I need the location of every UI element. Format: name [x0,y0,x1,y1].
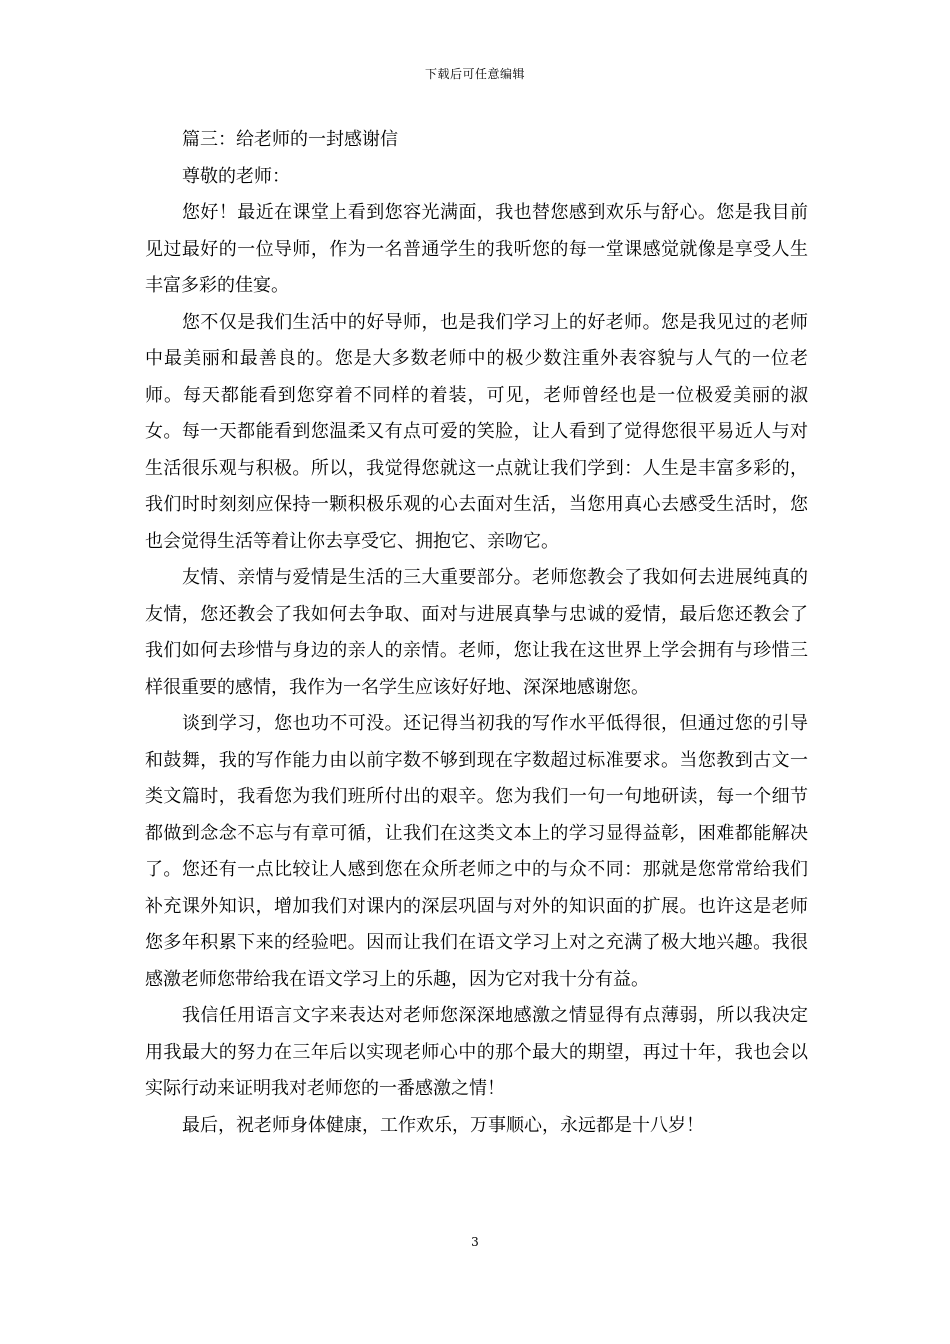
paragraph: 您不仅是我们生活中的好导师，也是我们学习上的好老师。您是我见过的老师中最美丽和最善良的。您是大多数老师中的极少数注重外表容貌与人气的一位老师。每天都能看到您穿着不同样的着装，可见，老师曾经也是一位极爱美丽的淑女。每一天都能看到您温柔又有点可爱的笑脸，让人看到了觉得您很平易近人与对生活很乐观与积极。所以，我觉得您就这一点就让我们学到：人生是丰富多彩的，我们时时刻刻应保持一颗积极乐观的心去面对生活，当您用真心去感受生活时，您也会觉得生活等着让你去享受它、拥抱它、亲吻它。 [145,311,808,552]
paragraph: 友情、亲情与爱情是生活的三大重要部分。老师您教会了我如何去进展纯真的友情，您还教会了我如何去争取、面对与进展真挚与忠诚的爱情，最后您还教会了我们如何去珍惜与身边的亲人的亲情。老师，您让我在这世界上学会拥有与珍惜三样很重要的感情，我作为一名学生应该好好地、深深地感谢您。 [145,567,808,698]
paragraph: 谈到学习，您也功不可没。还记得当初我的写作水平低得很，但通过您的引导和鼓舞，我的写作能力由以前字数不够到现在字数超过标准要求。当您教到古文一类文篇时，我看您为我们班所付出的艰辛。您为我们一句一句地研读，每一个细节都做到念念不忘与有章可循，让我们在这类文本上的学习显得益彰，困难都能解决了。您还有一点比较让人感到您在众所老师之中的与众不同：那就是您常常给我们补充课外知识，增加我们对课内的深层巩固与对外的知识面的扩展。也许这是老师您多年积累下来的经验吧。因而让我们在语文学习上对之充满了极大地兴趣。我很感激老师您带给我在语文学习上的乐趣，因为它对我十分有益。 [145,713,808,990]
paragraph: 我信任用语言文字来表达对老师您深深地感激之情显得有点薄弱，所以我决定用我最大的努力在三年后以实现老师心中的那个最大的期望，再过十年，我也会以实际行动来证明我对老师您的一番感激之情！ [145,1005,808,1099]
letter-body [145,122,808,1144]
letter-title: 篇三：给老师的一封感谢信 [182,129,398,150]
page-number: 3 [471,1235,479,1249]
page-header: 下载后可任意编辑 [424,67,525,81]
closing-paragraph: 最后，祝老师身体健康，工作欢乐，万事顺心，永远都是十八岁！ [182,1114,704,1136]
letter-salutation: 尊敬的老师： [182,165,290,187]
paragraph: 您好！最近在课堂上看到您容光满面，我也替您感到欢乐与舒心。您是我目前见过最好的一位导师，作为一名普通学生的我听您的每一堂课感觉就像是享受人生丰富多彩的佳宴。 [145,202,808,296]
